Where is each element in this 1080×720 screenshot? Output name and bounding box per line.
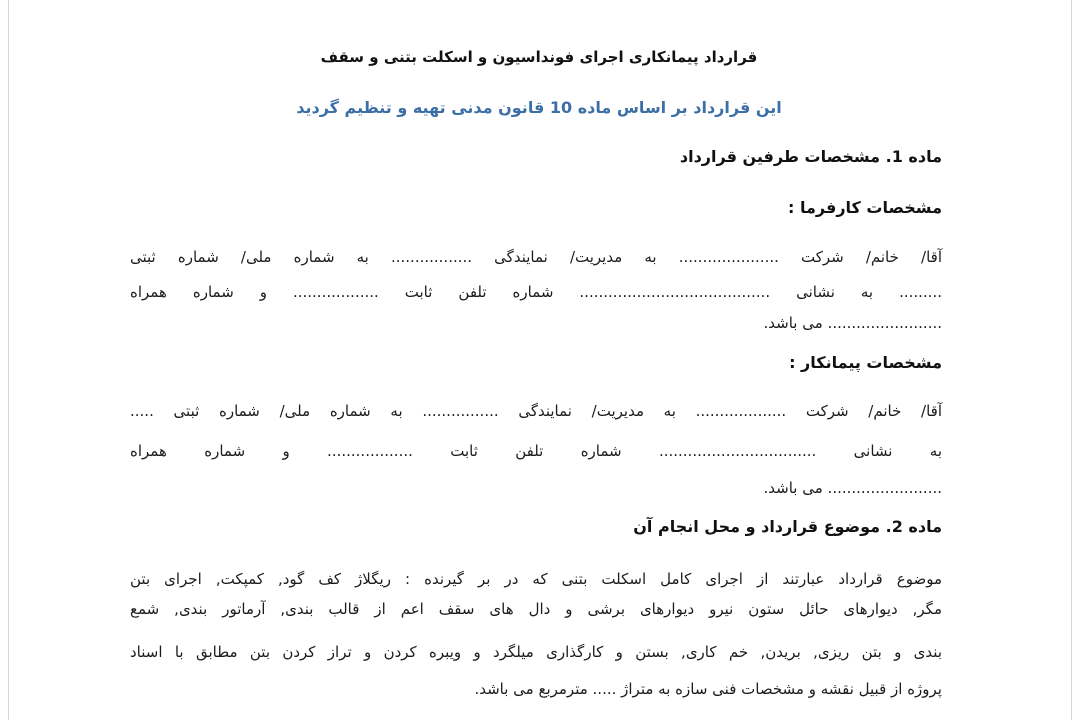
article-2-line-4: پروژه از قبیل نقشه و مشخصات فنی سازه به متراژ ..... مترمربع می باشد. [474, 680, 942, 698]
contract-subtitle: این قرارداد بر اساس ماده 10 قانون مدنی تهیه و تنظیم گردید [296, 98, 782, 117]
page-left-border [8, 0, 9, 720]
contractor-line-1: آقا/ خانم/ شرکت ................... به مدیریت/ نمایندگی ................ به شماره ملی/ شماره ثبتی ..... [130, 402, 942, 420]
document-body [130, 0, 942, 720]
page-right-border [1071, 0, 1072, 720]
contractor-line-3: ........................ می باشد. [763, 479, 942, 497]
contractor-heading: مشخصات پیمانکار : [789, 353, 942, 372]
article-2-line-1: موضوع قرارداد عبارتند از اجرای کامل اسکلت بتنی که در بر گیرنده : ریگلاژ کف گود, کمپکت, اجرای بتن [130, 570, 942, 588]
article-2-heading: ماده 2. موضوع قرارداد و محل انجام آن [633, 517, 942, 536]
article-2-line-3: بندی و بتن ریزی, بریدن, خم کاری, بستن و کارگذاری میلگرد و ویبره کردن و تراز کردن بتن مطابق با اسناد [130, 643, 942, 661]
contractor-line-2: به نشانی ................................. شماره تلفن ثابت .................. و شماره همراه [130, 442, 942, 460]
article-2-line-2: مگر, دیوارهای حائل ستون نیرو دیوارهای برشی و دال های سقف اعم از قالب بندی, آرماتور بندی, شمع [130, 600, 942, 618]
employer-line-3: ........................ می باشد. [763, 314, 942, 332]
employer-line-1: آقا/ خانم/ شرکت ..................... به مدیریت/ نمایندگی ................. به شماره ملی/ شماره ثبتی [130, 248, 942, 266]
article-1-heading: ماده 1. مشخصات طرفین قرارداد [679, 147, 942, 166]
contract-title: قرارداد پیمانکاری اجرای فونداسیون و اسکلت بتنی و سقف [320, 48, 758, 66]
employer-heading: مشخصات کارفرما : [788, 198, 942, 217]
employer-line-2: ......... به نشانی ........................................ شماره تلفن ثابت .................. و شماره همراه [130, 283, 942, 301]
